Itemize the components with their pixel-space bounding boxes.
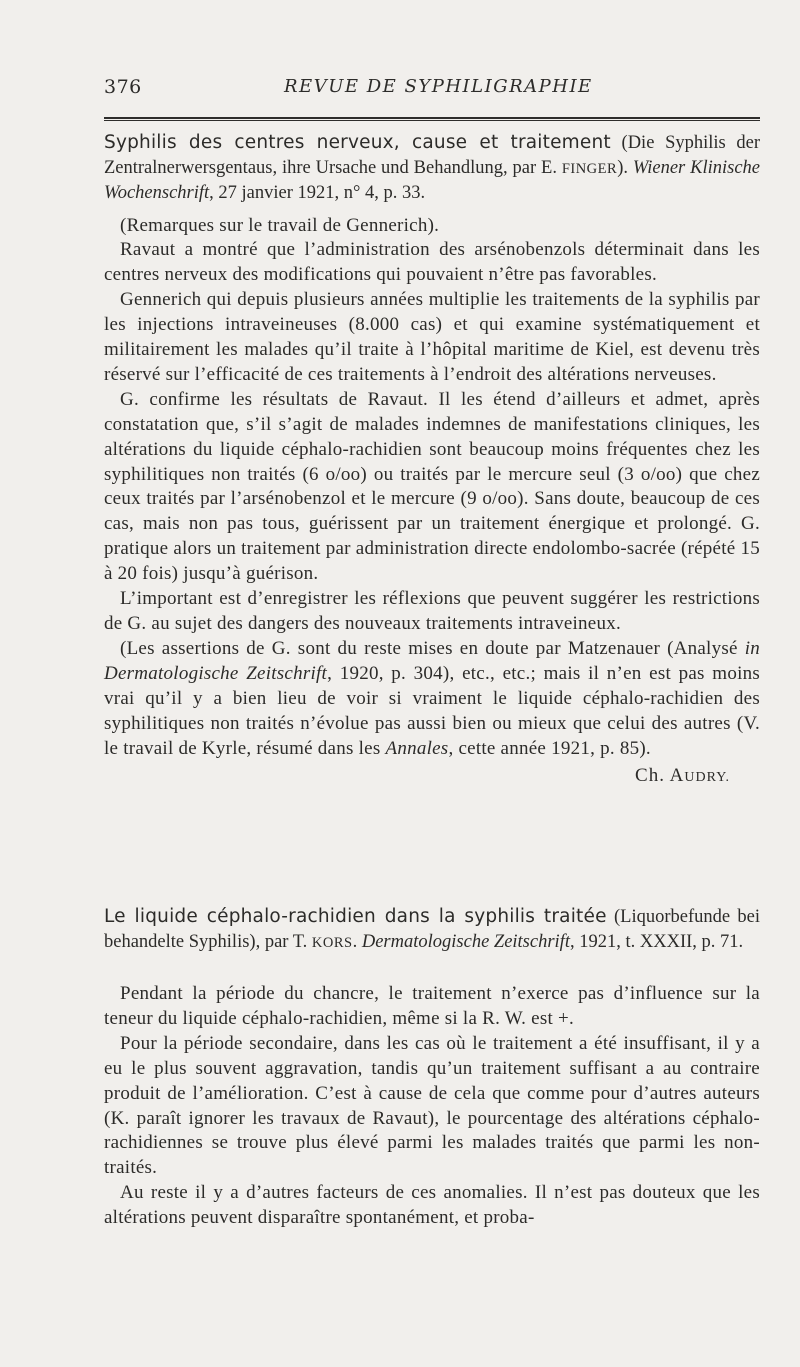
article-heading	[104, 905, 760, 955]
paragraph: Ravaut a montré que l’administration des arsénobenzols déterminait dans les centres nerveux des modifications qui pouvaient n’être pas favorables.	[104, 239, 760, 286]
journal-reference: Annales	[385, 737, 449, 759]
paragraph: Pendant la période du chancre, le traitement n’exerce pas d’influence sur la teneur du liquide céphalo-rachidien, même si la R. W. est +.	[104, 983, 760, 1029]
article-citation: , 27 janvier 1921, n° 4, p. 33.	[209, 183, 426, 203]
page-number: 376	[104, 76, 142, 98]
signature-capitals: Ch. A	[635, 765, 685, 787]
paragraph: L’important est d’enregistrer les réflexions que peuvent suggérer les restrictions de G. au sujet des dangers des nouveaux traitements intraveineux.	[104, 588, 760, 634]
page-header	[104, 76, 759, 106]
article-citation: , 1921, t. XXXII, p. 71.	[569, 931, 744, 952]
header-rule-thin	[104, 120, 760, 121]
journal-reference: in Dermatologische Zeitschrift	[104, 637, 760, 684]
paragraph: Gennerich qui depuis plusieurs années multiplie les traitements de la syphilis par les injections intraveineuses (8.000 cas) et qui examine systématiquement et militairement les malades qu’il traite à l’hôpital maritime de Kiel, est devenu très réservé sur l’efficacité de ces traitements à l’endroit des altérations nerveuses.	[104, 289, 760, 385]
spacer	[104, 206, 760, 214]
article-author: KORS	[311, 934, 353, 951]
paragraph	[104, 637, 760, 762]
article-heading	[104, 131, 760, 206]
spacer	[104, 955, 760, 982]
text-run: , cette année 1921, p. 85).	[448, 737, 651, 759]
running-title: REVUE DE SYPHILIGRAPHIE	[284, 76, 593, 97]
article-syphilis-centres-nerveux	[104, 131, 760, 790]
article-author: FINGER	[561, 160, 618, 177]
journal-name: Wiener Klinische Wochenschrift	[104, 157, 760, 203]
signature-small-caps: UDRY.	[684, 770, 730, 786]
article-subtitle-open: (Liquorbefunde bei behandelte Syphilis), par T.	[104, 907, 761, 952]
text-run: (Les assertions de G. sont du reste mises en doute par Matzenauer (Analysé	[120, 637, 745, 659]
article-subtitle-open: (Die Syphilis der Zentralnerwersgentaus, ihre Ursache und Behandlung, par E.	[104, 133, 761, 178]
header-rule	[104, 117, 760, 119]
journal-name: Dermatologische Zeitschrift	[361, 931, 570, 952]
paragraph: (Remarques sur le travail de Gennerich).	[120, 214, 440, 236]
article-title: Syphilis des centres nerveux, cause et traitement	[104, 132, 611, 153]
article-title: Le liquide céphalo-rachidien dans la syphilis traitée	[104, 906, 607, 927]
article-subtitle-close: ).	[617, 157, 633, 178]
paragraph: Au reste il y a d’autres facteurs de ces anomalies. Il n’est pas douteux que les altérations peuvent disparaître spontanément, et proba-	[104, 1182, 760, 1229]
text-run: , 1920, p. 304), etc., etc.; mais il n’en est pas moins vrai qu’il y a bien lieu de voir si vraiment le liquide céphalo-rachidien des syphilitiques non traités n’évolue pas aussi bien ou mieux que celui des autres (V. le travail de Kyrle, résumé dans les	[104, 662, 761, 759]
article-liquide-cephalo-rachidien	[104, 905, 760, 1231]
paragraph: G. confirme les résultats de Ravaut. Il les étend d’ailleurs et admet, après constatation que, s’il s’agit de malades indemnes de manifestations cliniques, les altérations du liquide céphalo-rachidien sont beaucoup moins fréquentes chez les syphilitiques non traités (6 o/oo) ou traités par le mercure seul (3 o/oo) que chez ceux traités par l’arsénobenzol et le mercure (9 o/oo). Sans doute, beaucoup de ces cas, mais non pas tous, guérissent par un traitement énergique et prolongé. G. pratique alors un traitement par administration directe endolombo-sacrée (répété 15 à 20 fois) jusqu’à guérison.	[104, 388, 760, 585]
paragraph: Pour la période secondaire, dans les cas où le traitement a été insuffisant, il y a eu le plus souvent aggravation, tandis qu’un traitement suffisant a au contraire produit de l’amélioration. C’est à cause de cela que comme pour d’autres auteurs (K. paraît ignorer les travaux de Ravaut), le pourcentage des altérations céphalo-rachidiennes se trouve plus élevé parmi les malades traités que parmi les non-traités.	[104, 1032, 760, 1179]
author-signature	[104, 763, 730, 790]
article-subtitle-close: .	[352, 931, 362, 952]
